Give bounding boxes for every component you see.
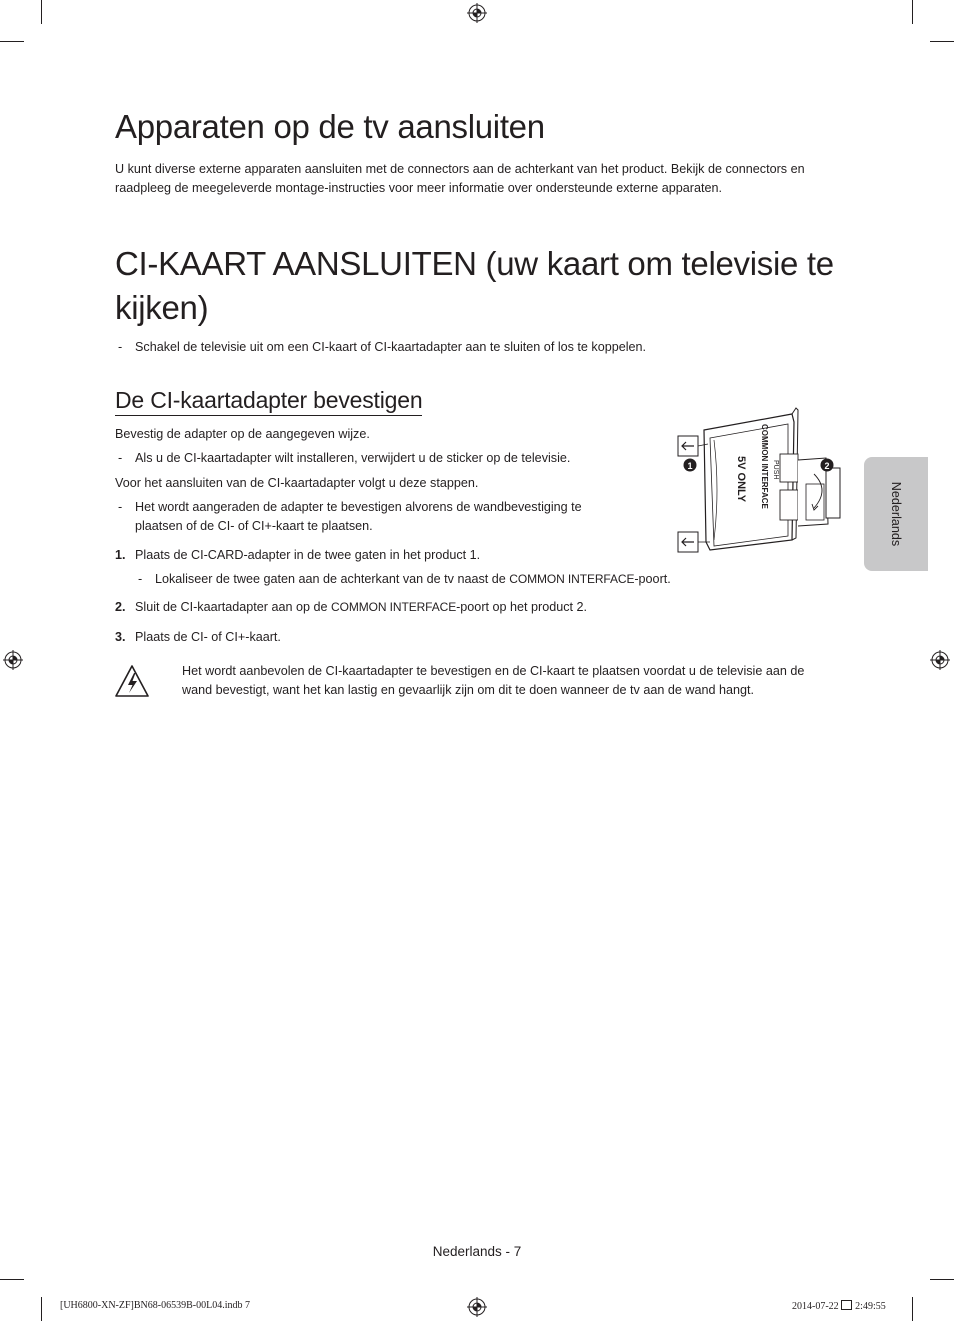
subnote-text-pre: Lokaliseer de twee gaten aan de achterkant van de tv naast de <box>155 572 510 586</box>
footer-timestamp <box>792 1300 886 1312</box>
dash-bullet: - <box>118 340 123 354</box>
registration-mark-icon <box>930 650 950 670</box>
callout-1-label: 1 <box>687 461 693 471</box>
side-tab-label: Nederlands <box>889 481 903 547</box>
step-text: Plaats de CI-CARD-adapter in de twee gaten in het product 1. <box>135 548 481 562</box>
dash-bullet: - <box>118 451 123 465</box>
step-text-post: -poort op het product 2. <box>456 600 588 614</box>
footer-time: 2:49:55 <box>855 1301 886 1312</box>
step-text <box>135 598 587 617</box>
crop-mark <box>0 41 24 42</box>
note-text-line: Het wordt aangeraden de adapter te bevestigen alvorens de wandbevestiging te <box>135 500 582 514</box>
footer-date: 2014-07-22 <box>792 1301 842 1312</box>
step-number: 2. <box>115 600 126 614</box>
label-common-interface: COMMON INTERFACE <box>760 424 769 509</box>
crop-mark <box>930 1279 954 1280</box>
crop-mark <box>930 41 954 42</box>
dash-bullet: - <box>138 572 143 586</box>
registration-mark-icon <box>467 1297 487 1317</box>
caution-warning-icon <box>114 664 150 698</box>
section-title-ci-card: CI-KAART AANSLUITEN (uw kaart om televisie te kijken) <box>115 245 834 326</box>
crop-mark <box>912 1297 913 1321</box>
instruction-paragraph: Voor het aansluiten van de CI-kaartadapter volgt u deze stappen. <box>115 476 479 490</box>
ui-term-common-interface: COMMON INTERFACE <box>331 600 457 614</box>
label-5v-only: 5V ONLY <box>735 456 747 503</box>
footer-glyph-icon <box>841 1300 852 1310</box>
caution-text: Het wordt aanbevolen de CI-kaartadapter te bevestigen en de CI-kaart te plaatsen voordat u de televisie aan de wand bevestigt, want het kan lastig en gevaarlijk zijn om dit te doen wanneer de tv aan de wand hangt. <box>182 664 805 697</box>
crop-mark <box>41 1297 42 1321</box>
registration-mark-icon <box>3 650 23 670</box>
page-number: Nederlands - 7 <box>432 1244 522 1259</box>
page-title: Apparaten op de tv aansluiten <box>115 108 545 145</box>
step-number: 3. <box>115 630 126 644</box>
callout-2-label: 2 <box>824 461 830 471</box>
step-text: Plaats de CI- of CI+-kaart. <box>135 630 281 644</box>
subsection-title-adapter: De CI-kaartadapter bevestigen <box>115 387 422 416</box>
dash-bullet: - <box>118 500 123 514</box>
intro-paragraph: U kunt diverse externe apparaten aansluiten met de connectors aan de achterkant van het product. Bekijk de connectors en raadpleeg de meegeleverde montage-instructies voor meer informatie over ondersteunde externe apparaten. <box>115 162 805 195</box>
step-number: 1. <box>115 548 126 562</box>
label-push: PUSH <box>772 460 779 480</box>
crop-mark <box>41 0 42 24</box>
step-text-pre: Sluit de CI-kaartadapter aan op de <box>135 600 332 614</box>
language-side-tab <box>864 457 928 571</box>
ui-term-common-interface: COMMON INTERFACE <box>509 572 635 586</box>
note-text: Als u de CI-kaartadapter wilt installeren, verwijdert u de sticker op de televisie. <box>135 451 571 465</box>
crop-mark <box>0 1279 24 1280</box>
ci-adapter-illustration <box>676 400 846 560</box>
footer-filename: [UH6800-XN-ZF]BN68-06539B-00L04.indb 7 <box>60 1300 250 1311</box>
note-text: Schakel de televisie uit om een CI-kaart of CI-kaartadapter aan te sluiten of los te koppelen. <box>135 340 647 354</box>
registration-mark-icon <box>467 3 487 23</box>
crop-mark <box>912 0 913 24</box>
subnote-text <box>155 570 671 589</box>
note-text-line: plaatsen of de CI- of CI+-kaart te plaatsen. <box>135 519 373 533</box>
ci-adapter-diagram <box>676 400 846 565</box>
instruction-paragraph: Bevestig de adapter op de aangegeven wijze. <box>115 427 370 441</box>
subnote-text-post: -poort. <box>634 572 671 586</box>
